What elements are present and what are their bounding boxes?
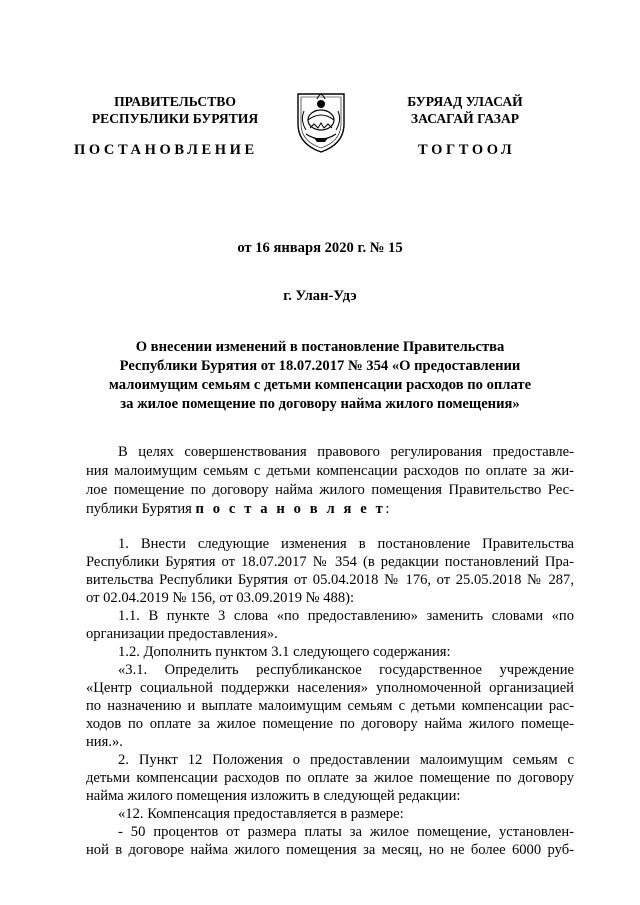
title-line: малоимущим семьям с детьми компенсации расходов по оплате [108,377,532,393]
body-line: 1.1. В пункте 3 слова «по предоставлению» заменить словами «по [118,608,574,624]
body-line: вительства Республики Бурятия от 05.04.2018 № 176, от 25.05.2018 № 287, [86,572,574,588]
resolves-keyword: п о с т а н о в л я е т [195,501,386,517]
body-line: ходов по оплате за жилое помещение по договору найма жилого помеще- [86,716,574,732]
body-line: 2. Пункт 12 Положения о предоставлении малоимущим семьям с [118,752,574,768]
body-line: от 02.04.2019 № 156, от 03.09.2019 № 488): [86,590,355,606]
body-line: «Центр социальной поддержки населения» уполномоченной организацией [86,680,574,696]
body-line: детьми компенсации расходов по оплате за жилое помещение по договору [86,770,574,786]
body-line: - 50 процентов от размера платы за жилое помещение, установлен- [118,824,574,840]
government-name-ru-line2: РЕСПУБЛИКИ БУРЯТИЯ [91,111,259,126]
body-line-colon: : [385,501,390,517]
title-line: О внесении изменений в постановление Правительства [135,339,505,355]
body-line: организации предоставления». [86,626,278,642]
body-line: лое помещение по договору найма жилого помещения Правительство Рес- [86,482,574,498]
body-line: по назначению и выплате малоимущим семьям с детьми компенсации рас- [86,698,574,714]
document-type-ru: ПОСТАНОВЛЕНИЕ [74,142,258,158]
body-line: найма жилого помещения изложить в следующей редакции: [86,788,461,804]
body-line: 1.2. Дополнить пунктом 3.1 следующего содержания: [118,644,451,660]
coat-of-arms-emblem [292,84,350,154]
body-line: 1. Внести следующие изменения в постановление Правительства [118,536,574,552]
body-line: «12. Компенсация предоставляется в размере: [118,806,404,822]
title-line: Республики Бурятия от 18.07.2017 № 354 «О предоставлении [119,358,521,374]
document-date-number: от 16 января 2020 г. № 15 [237,240,403,256]
body-line: В целях совершенствования правового регулирования предоставле- [118,444,574,460]
title-line: за жилое помещение по договору найма жилого помещения» [120,396,520,412]
government-name-bua-line2: ЗАСАГАЙ ГАЗАР [410,111,520,126]
body-line: ной в договоре найма жилого помещения за месяц, но не более 6000 руб- [86,842,574,858]
government-name-ru-line1: ПРАВИТЕЛЬСТВО [114,94,236,109]
document-place: г. Улан-Удэ [283,288,357,304]
body-line-resolves [86,500,574,518]
government-name-bua-line1: БУРЯАД УЛАСАЙ [407,94,523,109]
body-line: ния.». [86,734,123,750]
document-type-bua: ТОГТООЛ [418,142,516,158]
body-line: Республики Бурятия от 18.07.2017 № 354 (в редакции постановлений Пра- [86,554,574,570]
body-line: «3.1. Определить республиканское государственное учреждение [118,662,574,678]
body-line-text: публики Бурятия [86,501,192,517]
body-line: ния малоимущим семьям с детьми компенсации расходов по оплате за жи- [86,463,574,479]
document-title [60,338,580,414]
